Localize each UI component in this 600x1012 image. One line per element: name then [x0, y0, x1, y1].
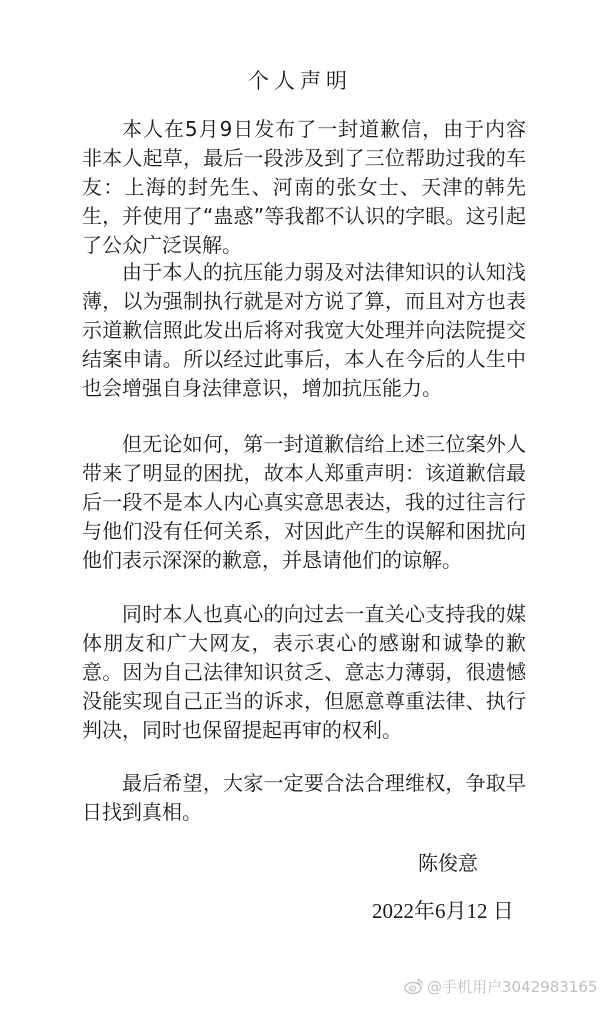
weibo-watermark — [404, 975, 597, 997]
paragraph-1: 本人在5月9日发布了一封道歉信，由于内容非本人起草，最后一段涉及到了三位帮助过我的车友：上海的封先生、河南的张女士、天津的韩先生，并使用了“蛊惑”等我都不认识的字眼。这引起了公众广泛误解。 — [82, 117, 526, 257]
paragraph-4: 同时本人也真心的向过去一直关心支持我的媒体朋友和广大网友，表示衷心的感谢和诚挚的歉意。因为自己法律知识贫乏、意志力薄弱，很遗憾没能实现自己正当的诉求，但愿意尊重法律、执行判决，同时也保留提起再审的权利。 — [82, 602, 526, 742]
watermark-text: @手机用户3042983165 — [427, 977, 598, 996]
paragraph-2: 由于本人的抗压能力弱及对法律知识的认知浅薄，以为强制执行就是对方说了算，而且对方也表示道歉信照此发出后将对我宽大处理并向法院提交结案申请。所以经过此事后，本人在今后的人生中也会增强自身法律意识，增加抗压能力。 — [82, 260, 526, 400]
paragraph-3: 但无论如何，第一封道歉信给上述三位案外人带来了明显的困扰，故本人郑重声明：该道歉信最后一段不是本人内心真实意思表达，我的过往言行与他们没有任何关系，对因此产生的误解和困扰向他们表示深深的歉意，并恳请他们的谅解。 — [82, 432, 526, 572]
weibo-icon — [404, 977, 424, 995]
statement-date: 2022年6月12 日 — [372, 899, 514, 923]
document-title: 个人声明 — [248, 69, 352, 93]
signature-name: 陈俊意 — [418, 851, 478, 875]
paragraph-5: 最后希望，大家一定要合法合理维权，争取早日找到真相。 — [82, 771, 526, 824]
